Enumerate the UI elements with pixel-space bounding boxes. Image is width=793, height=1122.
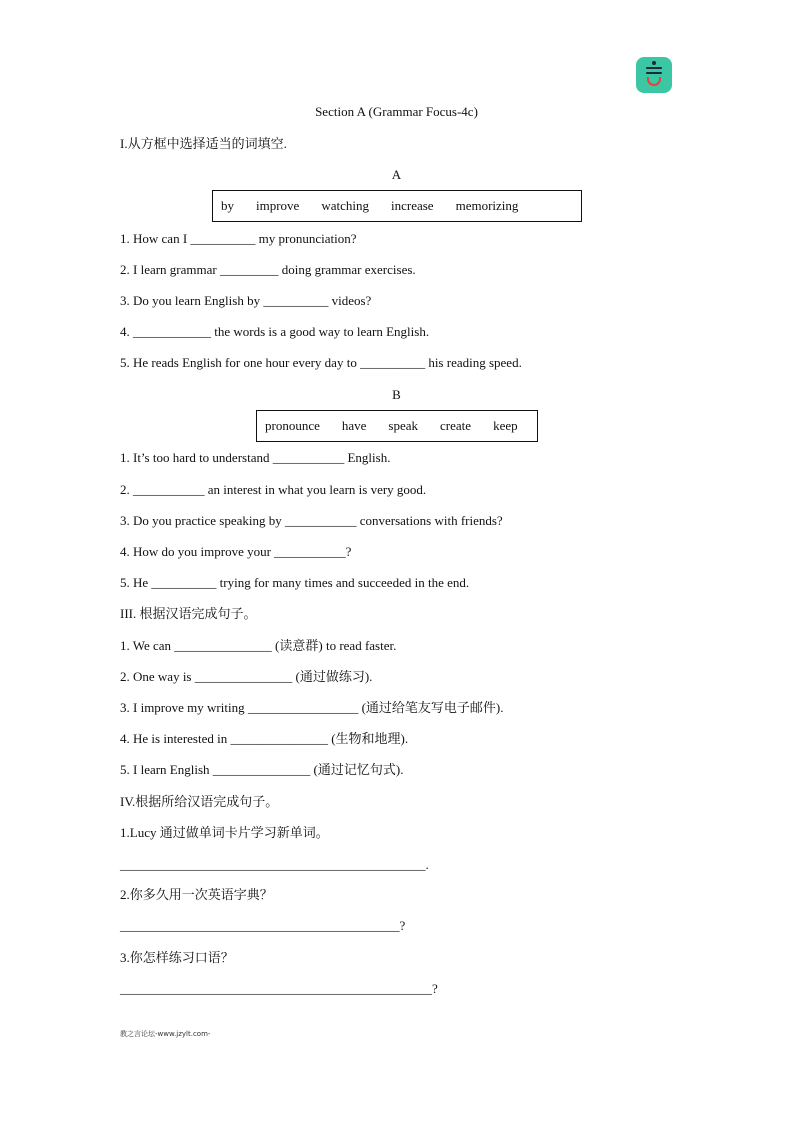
prompt-4-1: 1.Lucy 通过做单词卡片学习新单词。: [120, 825, 329, 840]
word-box-a-item: memorizing: [455, 198, 519, 213]
question-3-3: 3. I improve my writing _________________ (通过给笔友写电子邮件).: [120, 700, 504, 715]
footer-watermark: 教之言论坛-www.jzylt.com-: [120, 1030, 211, 1038]
question-a-1: 1. How can I __________ my pronunciation?: [120, 231, 357, 246]
question-a-4: 4. ____________ the words is a good way to learn English.: [120, 324, 430, 339]
word-box-a-item: by: [221, 198, 234, 213]
word-box-b-item: have: [341, 418, 367, 433]
question-b-2: 2. ___________ an interest in what you learn is very good.: [120, 482, 427, 497]
question-b-5: 5. He __________ trying for many times and succeeded in the end.: [120, 575, 470, 590]
word-box-b: [256, 410, 538, 442]
word-box-a: [212, 190, 582, 222]
question-a-5: 5. He reads English for one hour every day to __________ his reading speed.: [120, 355, 522, 370]
part4-heading: IV.根据所给汉语完成句子。: [120, 794, 279, 809]
question-3-5: 5. I learn English _______________ (通过记忆句式).: [120, 762, 404, 777]
question-b-4: 4. How do you improve your ___________?: [120, 544, 352, 559]
question-a-2: 2. I learn grammar _________ doing grammar exercises.: [120, 262, 416, 277]
prompt-4-3: 3.你怎样练习口语？: [120, 950, 234, 965]
word-box-b-item: create: [440, 418, 472, 433]
word-box-a-item: increase: [390, 198, 434, 213]
group-a-label: A: [391, 167, 402, 182]
word-box-b-item: speak: [388, 418, 419, 433]
site-logo-icon: [636, 57, 672, 93]
word-box-b-item: keep: [493, 418, 518, 433]
question-b-1: 1. It’s too hard to understand ___________ English.: [120, 450, 391, 465]
prompt-4-2: 2.你多久用一次英语字典？: [120, 887, 273, 902]
part3-heading: III. 根据汉语完成句子。: [120, 606, 257, 621]
word-box-b-item: pronounce: [265, 418, 320, 433]
group-b-label: B: [392, 387, 401, 402]
word-box-a-item: watching: [321, 198, 369, 213]
word-box-a-item: improve: [256, 198, 300, 213]
question-b-3: 3. Do you practice speaking by ___________ conversations with friends?: [120, 513, 503, 528]
part1-heading: I.从方框中选择适当的词填空.: [120, 136, 287, 151]
page-title: Section A (Grammar Focus-4c): [315, 104, 478, 119]
answer-line-4-3: ________________________________________________?: [120, 981, 438, 996]
question-3-1: 1. We can _______________ (读意群) to read faster.: [120, 638, 397, 653]
answer-line-4-2: ___________________________________________?: [120, 918, 406, 933]
question-3-4: 4. He is interested in _______________ (生物和地理).: [120, 731, 409, 746]
question-3-2: 2. One way is _______________ (通过做练习).: [120, 669, 373, 684]
question-a-3: 3. Do you learn English by __________ videos?: [120, 293, 372, 308]
answer-line-4-1: _______________________________________________.: [120, 857, 429, 872]
